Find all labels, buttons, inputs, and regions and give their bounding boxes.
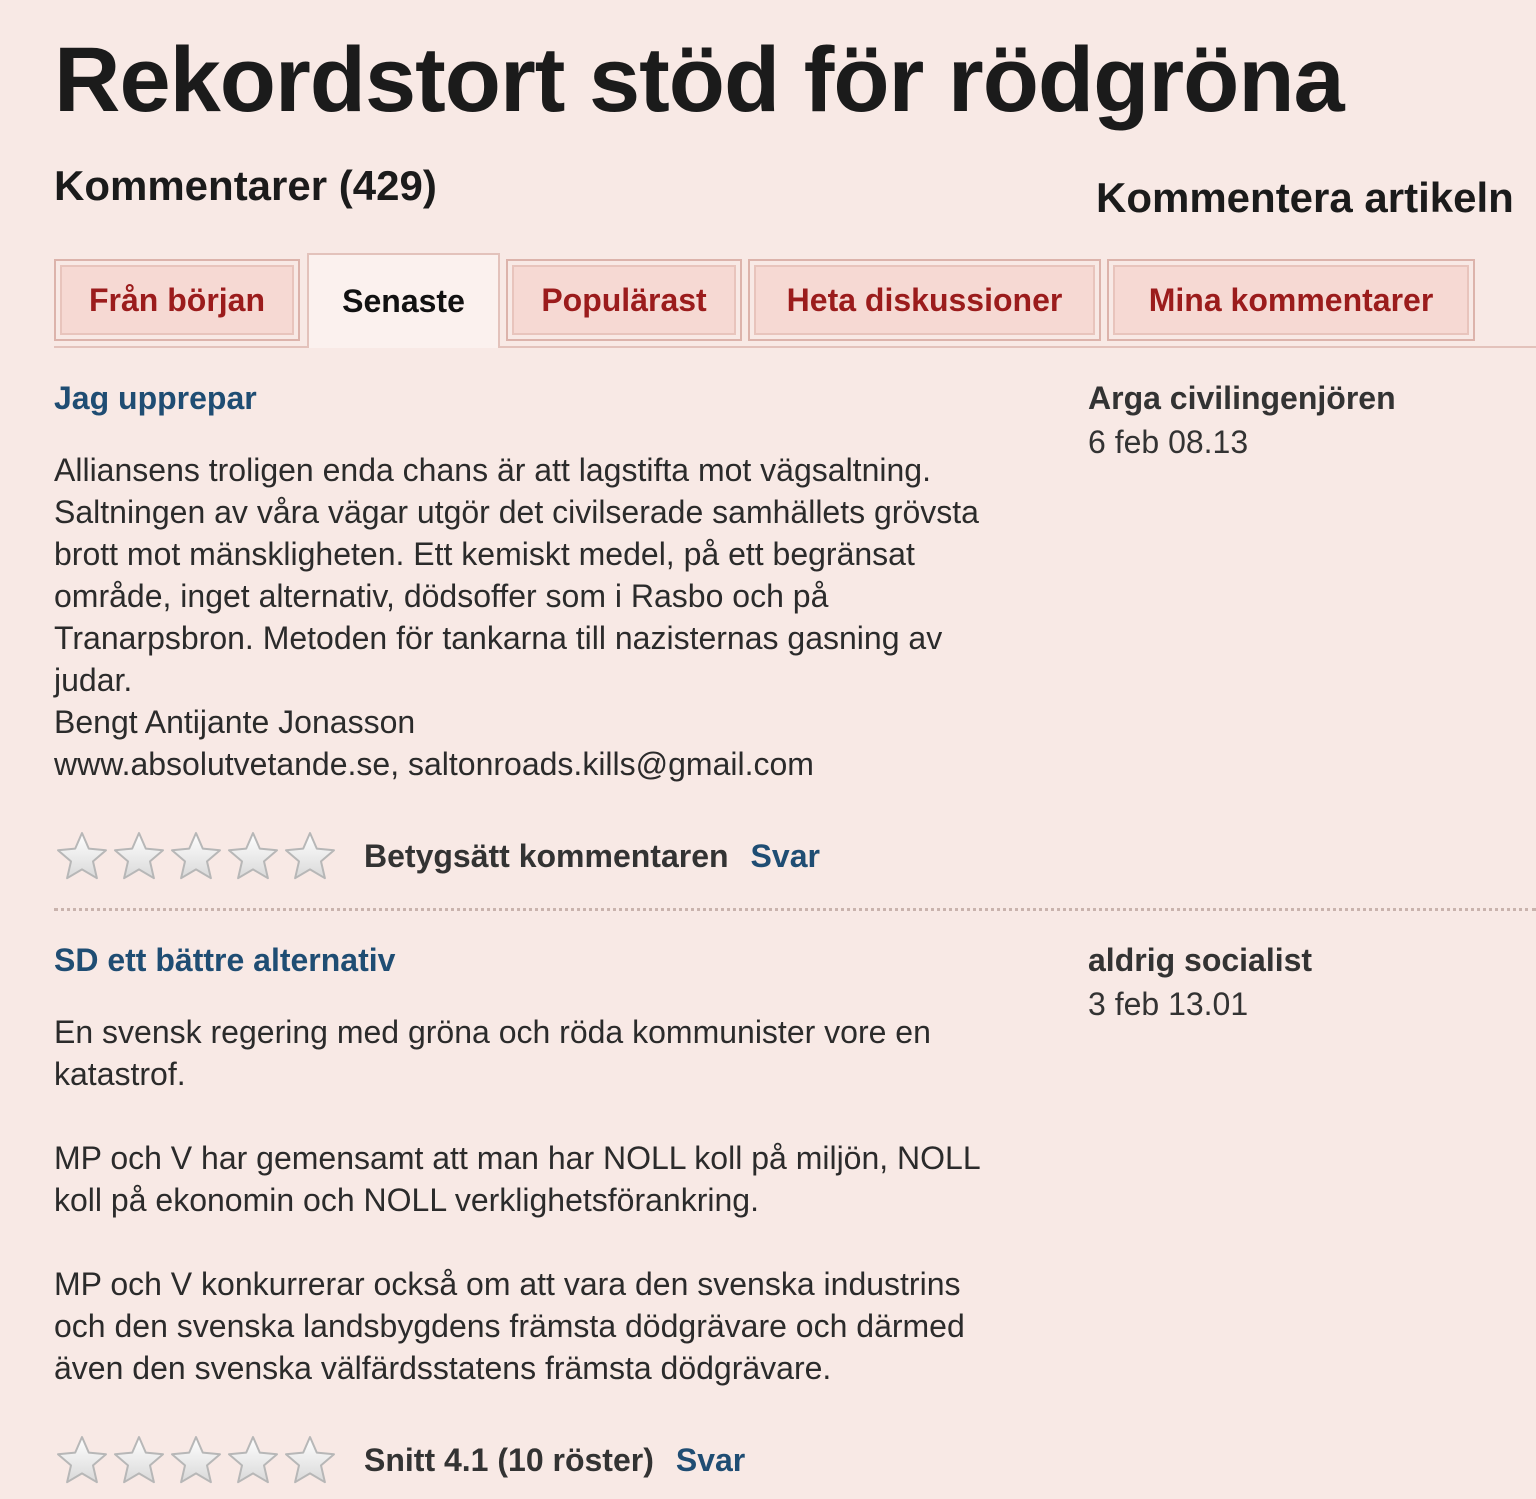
- comment-date: 3 feb 13.01: [1088, 986, 1249, 1022]
- rating-row: [54, 1432, 745, 1488]
- tab-from-beginning[interactable]: Från början: [54, 259, 300, 341]
- page-title: Rekordstort stöd för rödgröna: [54, 29, 1344, 131]
- rating-average: Snitt 4.1 (10 röster): [364, 1441, 654, 1478]
- comment-author: Arga civilingenjören: [1088, 380, 1396, 416]
- tab-my-comments[interactable]: Mina kommentarer: [1107, 259, 1475, 341]
- comment-line: Alliansens troligen enda chans är att lagstifta mot vägsaltning.: [54, 452, 931, 488]
- comment-line: Tranarpsbron. Metoden för tankarna till nazisternas gasning av: [54, 620, 943, 656]
- star-icon[interactable]: [111, 830, 167, 882]
- comment-date: 6 feb 08.13: [1088, 424, 1249, 460]
- star-rating[interactable]: [54, 1434, 338, 1486]
- star-icon[interactable]: [225, 830, 281, 882]
- reply-link[interactable]: Svar: [675, 1441, 746, 1478]
- paragraph-gap: [54, 1221, 1054, 1263]
- comment-title[interactable]: SD ett bättre alternativ: [54, 942, 396, 978]
- tab-hot-discussions[interactable]: Heta diskussioner: [748, 259, 1101, 341]
- star-icon[interactable]: [54, 1434, 110, 1486]
- comment-line: brott mot mänskligheten. Ett kemiskt medel, på ett begränsat: [54, 536, 915, 572]
- rating-label: Betygsätt kommentaren: [364, 837, 729, 874]
- rating-row: [54, 828, 820, 884]
- star-icon[interactable]: [282, 830, 338, 882]
- comment-separator: [54, 908, 1536, 911]
- comment-sort-tabs: [54, 253, 1536, 348]
- comment-title[interactable]: Jag upprepar: [54, 380, 257, 416]
- star-icon[interactable]: [168, 830, 224, 882]
- comment-line: katastrof.: [54, 1056, 186, 1092]
- star-icon[interactable]: [111, 1434, 167, 1486]
- star-icon[interactable]: [168, 1434, 224, 1486]
- comment-author: aldrig socialist: [1088, 942, 1313, 978]
- comment-line: Saltningen av våra vägar utgör det civilserade samhällets grövsta: [54, 494, 979, 530]
- comment-line: En svensk regering med gröna och röda kommunister vore en: [54, 1014, 931, 1050]
- comment-body: [54, 1011, 1054, 1389]
- star-rating[interactable]: [54, 830, 338, 882]
- comment-body: [54, 449, 1054, 785]
- comment-line: Bengt Antijante Jonasson: [54, 704, 416, 740]
- tab-most-popular[interactable]: Populärast: [506, 259, 742, 341]
- comment-line: koll på ekonomin och NOLL verklighetsförankring.: [54, 1182, 759, 1218]
- star-icon[interactable]: [225, 1434, 281, 1486]
- comment-line: MP och V har gemensamt att man har NOLL koll på miljön, NOLL: [54, 1140, 981, 1176]
- comment-line: MP och V konkurrerar också om att vara den svenska industrins: [54, 1266, 961, 1302]
- star-icon[interactable]: [54, 830, 110, 882]
- star-icon[interactable]: [282, 1434, 338, 1486]
- tab-latest[interactable]: Senaste: [307, 253, 500, 348]
- comment-line: område, inget alternativ, dödsoffer som i Rasbo och på: [54, 578, 829, 614]
- comment-line: och den svenska landsbygdens främsta dödgrävare och därmed: [54, 1308, 965, 1344]
- tabs-baseline: [54, 346, 1536, 348]
- comment-article-link[interactable]: Kommentera artikeln: [1096, 174, 1514, 221]
- paragraph-gap: [54, 1095, 1054, 1137]
- comment-line: judar.: [54, 662, 133, 698]
- comments-heading: Kommentarer (429): [54, 162, 437, 209]
- comment-line: www.absolutvetande.se, saltonroads.kills@gmail.com: [54, 746, 814, 782]
- reply-link[interactable]: Svar: [750, 837, 820, 874]
- comment-line: även den svenska välfärdsstatens främsta dödgrävare.: [54, 1350, 832, 1386]
